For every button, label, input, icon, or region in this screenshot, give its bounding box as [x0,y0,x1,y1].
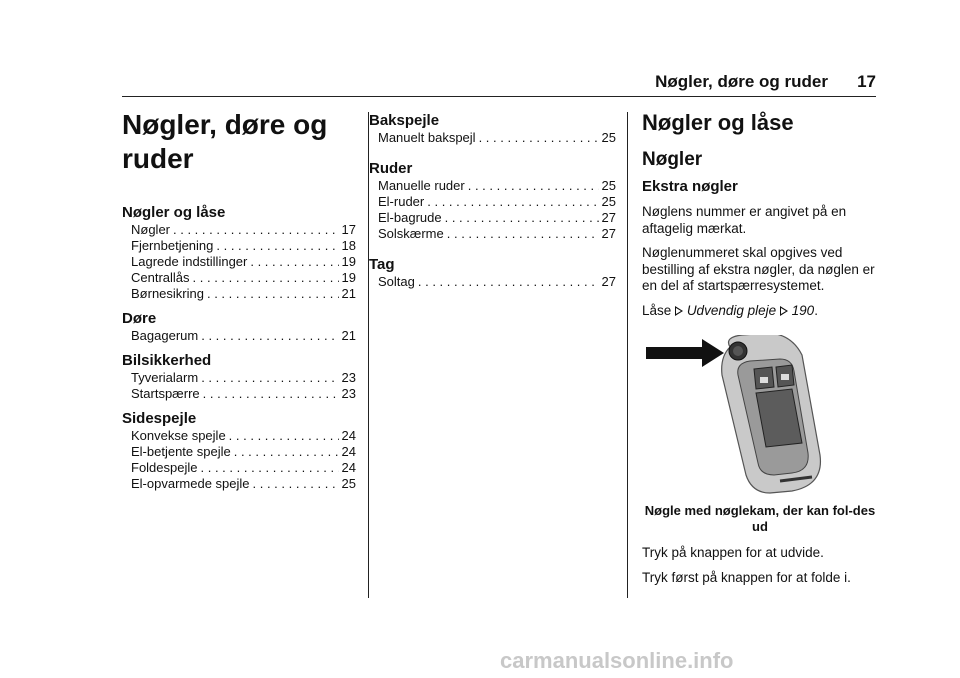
toc-entry[interactable]: Manuelt bakspejl . . . 25 [369,130,616,146]
toc-entry[interactable]: Bagagerum . . . 21 [122,328,356,344]
toc-section [368,160,616,242]
toc-entry[interactable]: Konvekse spejle . . . 24 [122,428,356,444]
watermark: carmanualsonline.info [500,648,734,673]
toc-section [122,204,356,302]
toc-entry[interactable]: Nøgler . . . 17 [122,222,356,238]
page-header [122,70,876,97]
subsection-heading: Nøgler [642,149,703,170]
reference-arrow-icon [780,306,788,316]
topic-heading: Ekstra nøgler [642,178,738,195]
toc-section [122,352,356,402]
page-number: 17 [857,72,876,91]
cross-reference: Låse Udvendig pleje 190. [642,302,818,318]
paragraph: Tryk på knappen for at udvide. [642,545,824,560]
paragraph: Nøglenummeret skal opgives ved bestilling af ekstra nøgler, da nøglen er en del af startspærresystemet. [642,245,875,293]
toc-entry[interactable]: Foldespejle . . . 24 [122,460,356,476]
toc-section-title: Døre [122,310,157,327]
running-title: Nøgler, døre og ruder [655,72,828,91]
figure-caption: Nøgle med nøglekam, der kan fol-des ud [644,503,876,534]
toc-section-title: Bilsikkerhed [122,352,212,369]
folding-key-fob-icon [642,335,878,495]
paragraph: Nøglens nummer er angivet på en aftagelig mærkat. [642,204,847,236]
toc-entry[interactable]: El-bagrude . . . 27 [369,210,616,226]
toc-section [122,410,356,492]
column-divider [627,112,628,598]
toc-section-title: Nøgler og låse [122,204,226,221]
toc-section [368,112,616,146]
toc-entry[interactable]: Lagrede indstillinger . . . 19 [122,254,356,270]
toc-column-2 [368,112,616,298]
toc-entry[interactable]: Centrallås . . . 19 [122,270,356,286]
toc-section-title: Sidespejle [122,410,197,427]
reference-arrow-icon [675,306,683,316]
toc-entry[interactable]: El-betjente spejle . . . 24 [122,444,356,460]
toc-entry[interactable]: El-opvarmede spejle . . . 25 [122,476,356,492]
section-heading: Nøgler og låse [642,110,794,135]
content-column [642,110,878,586]
toc-entry[interactable]: Startspærre . . . 23 [122,386,356,402]
toc-entry[interactable]: Børnesikring . . . 21 [122,286,356,302]
toc-section [368,256,616,290]
toc-section [122,310,356,344]
chapter-title: Nøgler, døre og ruder [122,109,328,174]
reference-link[interactable]: Udvendig pleje [686,302,777,318]
paragraph: Tryk først på knappen for at folde i. [642,569,851,585]
toc-column-1 [122,108,356,500]
toc-entry[interactable]: El-ruder . . . 25 [369,194,616,210]
toc-section-title: Tag [369,256,395,273]
toc-entry[interactable]: Manuelle ruder . . . 25 [369,178,616,194]
toc-section-title: Ruder [369,160,413,177]
toc-section-title: Bakspejle [369,112,440,129]
toc-entry[interactable]: Fjernbetjening . . . 18 [122,238,356,254]
key-fob-illustration [642,335,878,495]
toc-entry[interactable]: Tyverialarm . . . 23 [122,370,356,386]
pointer-arrow-icon [646,339,724,367]
reference-page[interactable]: 190 [791,302,815,318]
toc-entry[interactable]: Soltag . . . 27 [369,274,616,290]
toc-entry[interactable]: Solskærme . . . 27 [369,226,616,242]
